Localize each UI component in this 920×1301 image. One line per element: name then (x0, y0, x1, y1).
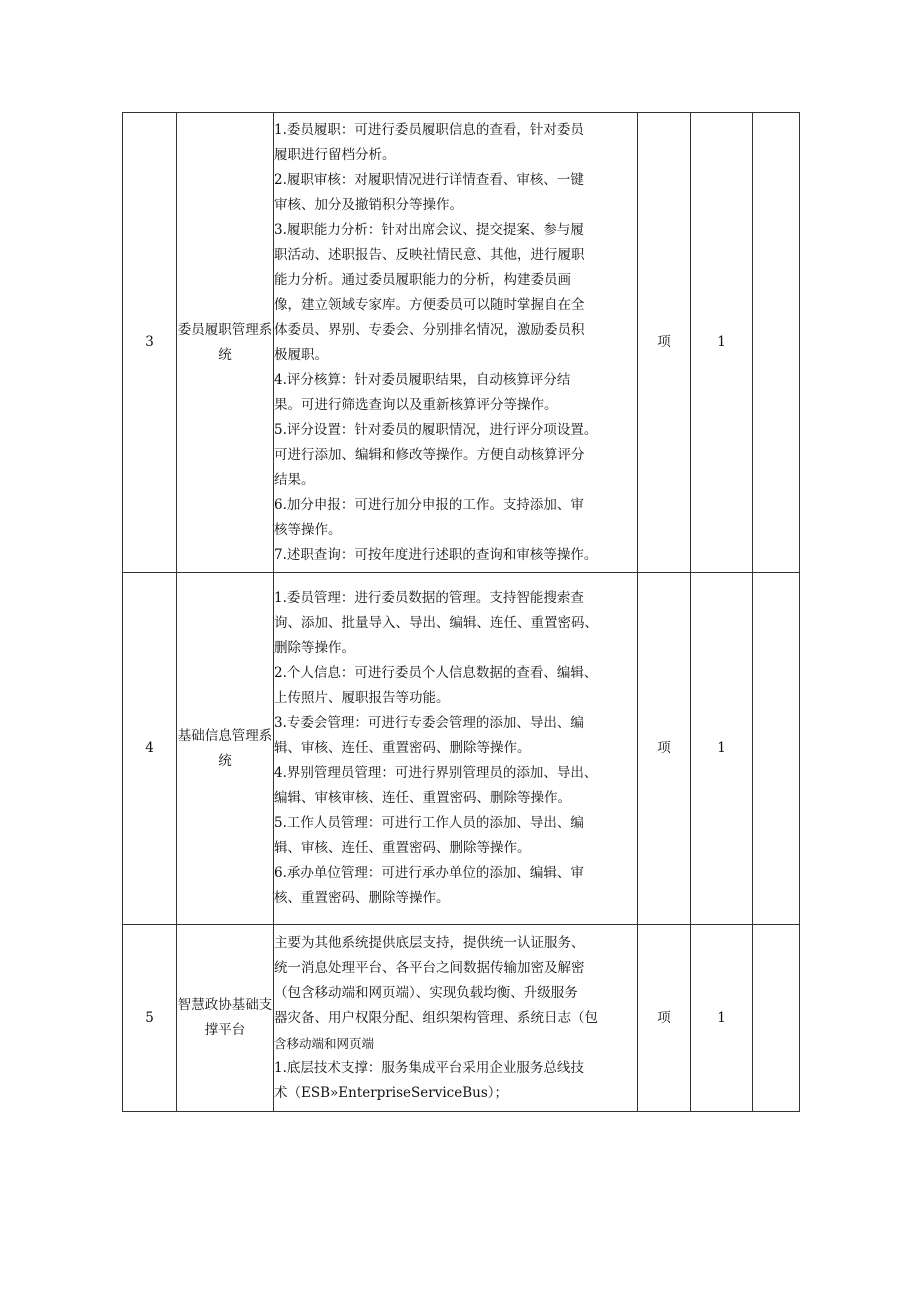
description-line: 体委员、界别、专委会、分别排名情况，激励委员积 (274, 321, 585, 338)
quantity-cell: 1 (691, 573, 753, 925)
description-line: 可进行添加、编辑和修改等操作。方便自动核算评分 (274, 446, 585, 463)
description-line: 极履职。 (274, 346, 328, 363)
description-line: 2.履职审核：对履职情况进行详情查看、审核、一键 (274, 171, 584, 188)
system-name: 基础信息管理系统 (177, 573, 274, 925)
description-line: 辑、审核、连任、重置密码、删除等操作。 (274, 740, 531, 756)
row-number: 5 (123, 925, 177, 1112)
description-line: （包含移动端和网页端）、实现负载均衡、升级服务 (274, 984, 578, 1001)
description-line: 询、添加、批量导入、导出、编辑、连任、重置密码、 (274, 615, 598, 631)
system-name: 委员履职管理系统 (177, 113, 274, 573)
system-description (274, 573, 638, 925)
description-line: 主要为其他系统提供底层支持，提供统一认证服务、 (274, 934, 585, 951)
description-line: 编辑、审核审核、连任、重置密码、删除等操作。 (274, 790, 571, 806)
remark-cell (753, 113, 800, 573)
description-line: 5.评分设置：针对委员的履职情况，进行评分项设置。 (274, 421, 598, 438)
description-line: 5.工作人员管理：可进行工作人员的添加、导出、编 (274, 815, 584, 831)
quantity-cell: 1 (691, 113, 753, 573)
description-line: 果。可进行筛选查询以及重新核算评分等操作。 (274, 396, 558, 413)
description-line: 6.承办单位管理：可进行承办单位的添加、编辑、审 (274, 865, 584, 881)
specification-table (122, 112, 800, 1112)
system-name: 智慧政协基础支撑平台 (177, 925, 274, 1112)
unit-cell: 项 (638, 925, 691, 1112)
description-line: 履职进行留档分析。 (274, 146, 396, 163)
description-line: 结果。 (274, 471, 315, 488)
description-line: 含移动端和网页端 (274, 1035, 375, 1051)
description-line: 3.专委会管理：可进行专委会管理的添加、导出、编 (274, 715, 584, 731)
description-line: 6.加分申报：可进行加分申报的工作。支持添加、审 (274, 496, 584, 513)
row-number: 3 (123, 113, 177, 573)
description-line: 2.个人信息：可进行委员个人信息数据的查看、编辑、 (274, 665, 598, 681)
description-line: 1.委员履职：可进行委员履职信息的查看，针对委员 (274, 121, 584, 138)
table-row (123, 925, 800, 1112)
system-description (274, 925, 638, 1112)
description-line: 3.履职能力分析：针对出席会议、提交提案、参与履 (274, 221, 584, 238)
table-row (123, 113, 800, 573)
description-line: 删除等操作。 (274, 640, 355, 656)
description-line: 统一消息处理平台、各平台之间数据传输加密及解密 (274, 959, 585, 976)
description-line: 1.委员管理：进行委员数据的管理。支持智能搜索查 (274, 590, 584, 606)
table-row (123, 573, 800, 925)
quantity-cell: 1 (691, 925, 753, 1112)
description-line: 7.述职查询：可按年度进行述职的查询和审核等操作。 (274, 546, 598, 563)
description-line: 上传照片、履职报告等功能。 (274, 690, 450, 706)
row-number: 4 (123, 573, 177, 925)
description-line: 1.底层技术支撑：服务集成平台采用企业服务总线技 (274, 1059, 584, 1076)
description-line: 4.界别管理员管理：可进行界别管理员的添加、导出、 (274, 765, 598, 781)
remark-cell (753, 925, 800, 1112)
description-line: 术（ESB»EnterpriseServiceBus）； (274, 1084, 509, 1101)
description-line: 核、重置密码、删除等操作。 (274, 890, 450, 906)
description-line: 审核、加分及撤销积分等操作。 (274, 196, 463, 213)
description-line: 核等操作。 (274, 521, 342, 538)
remark-cell (753, 573, 800, 925)
description-line: 器灾备、用户权限分配、组织架构管理、系统日志（包 (274, 1009, 598, 1026)
description-line: 职活动、述职报告、反映社情民意、其他，进行履职 (274, 246, 585, 263)
description-line: 像，建立领域专家库。方便委员可以随时掌握自在全 (274, 296, 585, 313)
description-line: 4.评分核算：针对委员履职结果，自动核算评分结 (274, 371, 571, 388)
system-description (274, 113, 638, 573)
unit-cell: 项 (638, 113, 691, 573)
description-line: 能力分析。通过委员履职能力的分析，构建委员画 (274, 271, 571, 288)
description-line: 辑、审核、连任、重置密码、删除等操作。 (274, 840, 531, 856)
unit-cell: 项 (638, 573, 691, 925)
